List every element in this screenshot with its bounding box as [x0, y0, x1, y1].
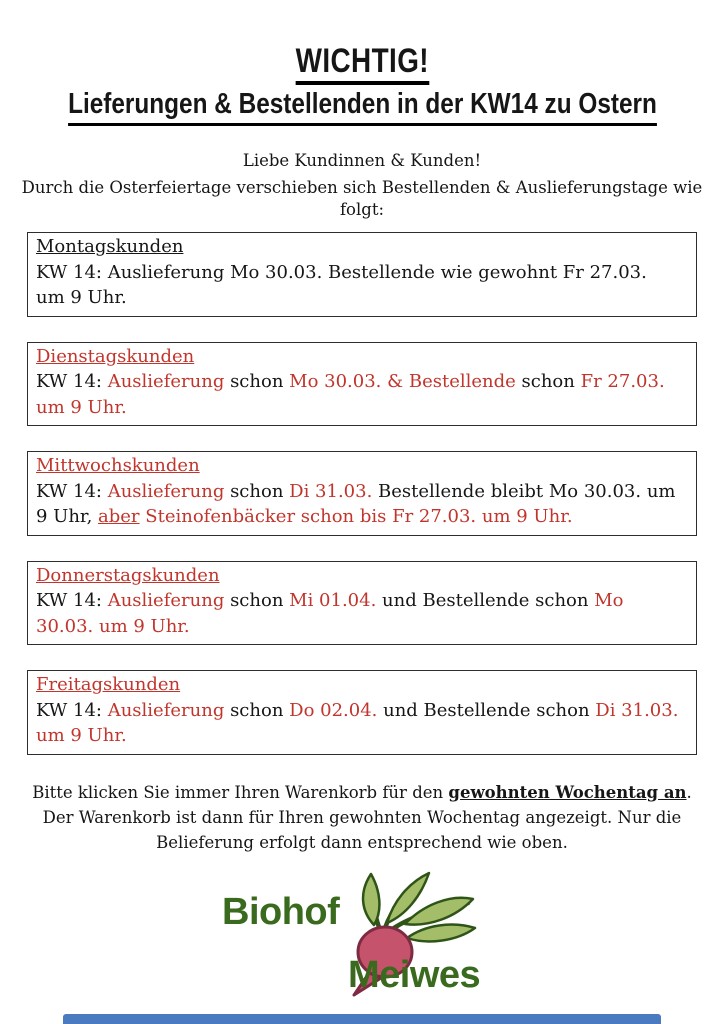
box-body-segment: schon: [224, 699, 290, 721]
intro-text: Durch die Osterfeiertage verschieben sich Bestellenden & Auslieferungstage wie folgt:: [21, 178, 703, 219]
box-body: [36, 369, 688, 420]
box-title: Donnerstagskunden: [36, 564, 220, 586]
box-body-segment: um 9 Uhr.: [36, 725, 127, 746]
footer-segment: gewohnten Wochentag an: [448, 782, 687, 802]
box-body-segment: Mo: [594, 590, 624, 611]
box-title: Freitagskunden: [36, 674, 181, 695]
notice-box-dienstagskunden: [27, 342, 697, 427]
biohof-meiwes-logo: [222, 866, 502, 998]
box-body-segment: um 9 Uhr.: [36, 287, 127, 308]
box-title: Dienstagskunden: [36, 345, 195, 367]
box-body: [36, 698, 688, 749]
box-title: Mittwochskunden: [36, 455, 200, 476]
bottom-accent-bar: [63, 1014, 661, 1024]
footer-segment: Bitte klicken Sie immer Ihren Warenkorb für den: [32, 782, 449, 802]
box-body: [36, 588, 688, 639]
box-body-segment: schon: [515, 371, 581, 392]
footer-segment: .: [686, 782, 692, 802]
notice-box-mittwochskunden: [27, 451, 697, 536]
box-body-segment: 30.03. um 9 Uhr.: [36, 615, 190, 637]
box-body-segment: KW 14:: [36, 590, 108, 611]
notice-box-montagskunden: [27, 232, 697, 317]
box-body-segment: Steinofenbäcker schon bis Fr 27.03. um 9 Uhr.: [139, 506, 573, 527]
radish-icon: [222, 866, 502, 998]
greeting-text: Liebe Kundinnen & Kunden!: [242, 151, 482, 170]
box-body-segment: Mo 30.03. & Bestellende: [289, 371, 516, 392]
box-body-segment: schon: [224, 371, 290, 392]
box-body-segment: KW 14:: [36, 480, 108, 502]
box-body-segment: Auslieferung: [107, 371, 225, 392]
footer-segment: Der Warenkorb ist dann für Ihren gewohnten Wochentag angezeigt. Nur die: [42, 807, 682, 827]
biohof-wordmark: Biohof: [222, 890, 340, 933]
box-body-segment: Di 31.03.: [289, 480, 373, 502]
page-subtitle: Lieferungen & Bestellenden in der KW14 zu Ostern: [68, 88, 657, 126]
box-body-segment: Di 31.03.: [595, 699, 679, 721]
box-title: Montagskunden: [36, 236, 184, 257]
box-body: [36, 260, 688, 311]
box-body-segment: und Bestellende schon: [376, 590, 595, 611]
page-subtitle-row: [0, 88, 724, 126]
page-title-row: [0, 0, 724, 85]
box-body-segment: Auslieferung: [107, 480, 225, 502]
box-body-segment: 9 Uhr,: [36, 506, 99, 527]
box-body-segment: um 9 Uhr.: [36, 396, 127, 418]
box-body-segment: aber: [98, 506, 140, 527]
box-body-segment: Do 02.04.: [289, 699, 378, 721]
footer-note: [0, 780, 724, 855]
notice-box-freitagskunden: [27, 670, 697, 755]
box-body-segment: KW 14: Auslieferung Mo 30.03. Bestellende wie gewohnt Fr 27.03.: [36, 261, 647, 283]
box-body-segment: schon: [224, 590, 290, 611]
box-body-segment: schon: [224, 480, 290, 502]
box-body-segment: und Bestellende schon: [377, 699, 596, 721]
notice-box-donnerstagskunden: [27, 561, 697, 646]
box-body-segment: Fr 27.03.: [580, 371, 665, 392]
notice-boxes: [0, 232, 724, 755]
box-body: [36, 479, 688, 530]
page-title: WICHTIG!: [295, 42, 428, 85]
box-body-segment: KW 14:: [36, 699, 108, 721]
box-body-segment: KW 14:: [36, 371, 108, 392]
meiwes-wordmark: Meiwes: [348, 953, 481, 996]
box-body-segment: Auslieferung: [107, 590, 225, 611]
box-body-segment: Auslieferung: [107, 699, 225, 721]
box-body-segment: Bestellende bleibt Mo 30.03. um: [372, 480, 676, 502]
footer-segment: Belieferung erfolgt dann entsprechend wie oben.: [156, 832, 568, 852]
box-body-segment: Mi 01.04.: [289, 590, 377, 611]
